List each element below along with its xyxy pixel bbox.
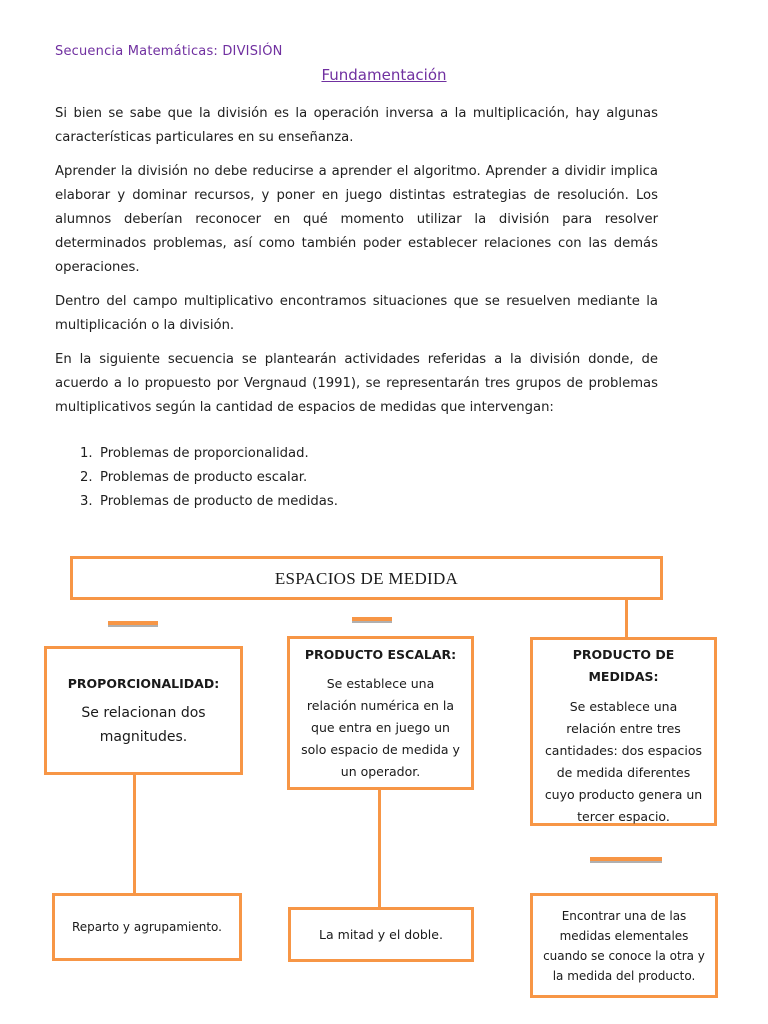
connector-dash xyxy=(108,621,158,625)
diagram-root-label: ESPACIOS DE MEDIDA xyxy=(274,569,459,588)
section-title: Fundamentación xyxy=(321,66,447,84)
connector-line xyxy=(133,773,136,895)
diagram-root-box xyxy=(70,556,663,600)
scalar-product-title: PRODUCTO ESCALAR: xyxy=(304,647,457,662)
scalar-product-example: La mitad y el doble. xyxy=(319,926,443,942)
scalar-product-box xyxy=(287,636,474,790)
list-item: 2. Problemas de producto escalar. xyxy=(80,470,308,485)
connector-dash xyxy=(352,617,392,621)
proportionality-description: Se relacionan dos magnitudes. xyxy=(81,705,206,745)
sequence-title: Secuencia Matemáticas: DIVISIÓN xyxy=(55,44,283,59)
proportionality-box xyxy=(44,646,243,775)
measure-product-example: Encontrar una de las medidas elementales cuando se conoce la otra y la medida del producto. xyxy=(543,908,705,983)
measure-product-title: PRODUCTO DE MEDIDAS: xyxy=(572,647,675,684)
measure-product-example-box xyxy=(530,893,718,998)
proportionality-title: PROPORCIONALIDAD: xyxy=(67,676,220,691)
measure-product-box xyxy=(530,637,717,826)
scalar-product-example-box xyxy=(288,907,474,962)
connector-line xyxy=(625,599,628,639)
paragraph-multiplicative-field: Dentro del campo multiplicativo encontramos situaciones que se resuelven mediante la multiplicación o la división. xyxy=(55,294,658,333)
connector-dash xyxy=(590,857,662,861)
scalar-product-description: Se establece una relación numérica en la que entra en juego un solo espacio de medida y un operador. xyxy=(301,676,460,779)
connector-line xyxy=(378,788,381,908)
list-item: 3. Problemas de producto de medidas. xyxy=(80,494,338,509)
paragraph-learning: Aprender la división no debe reducirse a aprender el algoritmo. Aprender a dividir implica elaborar y dominar recursos, y poner en juego distintas estrategias de resolución. Los alumnos deberían reconocer en qué momento utilizar la división para resolver determinados problemas, así como también poder establecer relaciones con las demás operaciones. xyxy=(55,164,658,275)
proportionality-example-box xyxy=(52,893,242,961)
paragraph-intro: Si bien se sabe que la división es la operación inversa a la multiplicación, hay algunas características particulares en su enseñanza. xyxy=(55,106,658,145)
proportionality-example: Reparto y agrupamiento. xyxy=(71,920,222,934)
list-item: 1. Problemas de proporcionalidad. xyxy=(80,446,309,461)
measure-product-description: Se establece una relación entre tres cantidades: dos espacios de medida diferentes cuyo producto genera un tercer espacio. xyxy=(544,699,703,824)
paragraph-sequence: En la siguiente secuencia se plantearán actividades referidas a la división donde, de acuerdo a lo propuesto por Vergnaud (1991), se representarán tres grupos de problemas multiplicativos según la cantidad de espacios de medidas que intervengan: xyxy=(55,352,658,415)
problem-types-list xyxy=(80,442,338,514)
